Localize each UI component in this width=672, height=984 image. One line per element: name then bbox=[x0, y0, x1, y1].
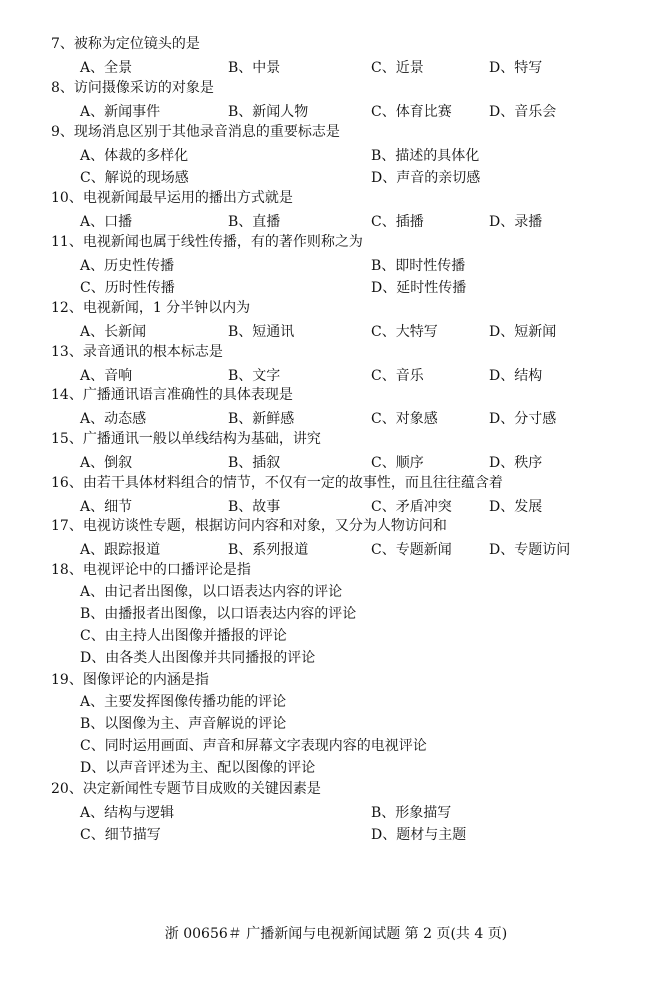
option-b: B、形象描写 bbox=[371, 805, 452, 821]
option-c: C、体育比赛 bbox=[371, 104, 452, 120]
option-a: A、主要发挥图像传播功能的评论 bbox=[80, 694, 287, 710]
option-b: B、即时性传播 bbox=[371, 258, 466, 274]
option-b: B、描述的具体化 bbox=[371, 148, 480, 164]
option-c: C、同时运用画面、声音和屏幕文字表现内容的电视评论 bbox=[80, 738, 427, 754]
question-stem: 7、被称为定位镜头的是 bbox=[51, 36, 200, 52]
option-c: C、专题新闻 bbox=[371, 542, 452, 558]
option-b: B、插叙 bbox=[228, 455, 281, 471]
option-b: B、文字 bbox=[228, 368, 281, 384]
option-d: D、分寸感 bbox=[489, 411, 557, 427]
question-stem: 19、图像评论的内涵是指 bbox=[51, 672, 209, 688]
option-b: B、短通讯 bbox=[228, 324, 295, 340]
page-footer: 浙 00656＃ 广播新闻与电视新闻试题 第 2 页(共 4 页) bbox=[164, 926, 508, 942]
option-a: A、体裁的多样化 bbox=[80, 148, 189, 164]
option-b: B、新闻人物 bbox=[228, 104, 309, 120]
option-d: D、声音的亲切感 bbox=[371, 170, 481, 186]
option-d: D、录播 bbox=[489, 214, 543, 230]
option-a: A、新闻事件 bbox=[80, 104, 161, 120]
question-stem: 16、由若干具体材料组合的情节，不仅有一定的故事性，而且往往蕴含着 bbox=[51, 475, 503, 491]
option-d: D、由各类人出图像并共同播报的评论 bbox=[80, 650, 316, 666]
option-b: B、直播 bbox=[228, 214, 281, 230]
option-b: B、以图像为主、声音解说的评论 bbox=[80, 716, 287, 732]
option-a: A、全景 bbox=[80, 60, 133, 76]
option-d: D、发展 bbox=[489, 499, 543, 515]
option-b: B、中景 bbox=[228, 60, 281, 76]
option-c: C、近景 bbox=[371, 60, 424, 76]
option-a: A、跟踪报道 bbox=[80, 542, 161, 558]
question-stem: 17、电视访谈性专题，根据访问内容和对象，又分为人物访问和 bbox=[51, 518, 447, 534]
option-b: B、故事 bbox=[228, 499, 281, 515]
option-c: C、音乐 bbox=[371, 368, 424, 384]
option-a: A、由记者出图像，以口语表达内容的评论 bbox=[80, 584, 343, 600]
option-c: C、对象感 bbox=[371, 411, 438, 427]
option-d: D、延时性传播 bbox=[371, 280, 467, 296]
option-d: D、以声音评述为主、配以图像的评论 bbox=[80, 760, 316, 776]
question-stem: 14、广播通讯语言准确性的具体表现是 bbox=[51, 387, 293, 403]
option-d: D、题材与主题 bbox=[371, 827, 467, 843]
option-d: D、音乐会 bbox=[489, 104, 557, 120]
option-a: A、细节 bbox=[80, 499, 133, 515]
question-stem: 15、广播通讯一般以单线结构为基础，讲究 bbox=[51, 431, 321, 447]
option-c: C、矛盾冲突 bbox=[371, 499, 452, 515]
option-a: A、口播 bbox=[80, 214, 133, 230]
option-c: C、历时性传播 bbox=[80, 280, 175, 296]
question-stem: 18、电视评论中的口播评论是指 bbox=[51, 562, 251, 578]
question-stem: 8、访问摄像采访的对象是 bbox=[51, 80, 214, 96]
option-d: D、短新闻 bbox=[489, 324, 557, 340]
question-stem: 10、电视新闻最早运用的播出方式就是 bbox=[51, 190, 293, 206]
option-d: D、特写 bbox=[489, 60, 543, 76]
option-c: C、插播 bbox=[371, 214, 424, 230]
question-stem: 13、录音通讯的根本标志是 bbox=[51, 344, 223, 360]
option-a: A、动态感 bbox=[80, 411, 147, 427]
option-c: C、细节描写 bbox=[80, 827, 161, 843]
option-a: A、音响 bbox=[80, 368, 133, 384]
option-d: D、秩序 bbox=[489, 455, 543, 471]
option-a: A、倒叙 bbox=[80, 455, 133, 471]
option-c: C、大特写 bbox=[371, 324, 438, 340]
option-b: B、新鲜感 bbox=[228, 411, 295, 427]
option-d: D、结构 bbox=[489, 368, 543, 384]
option-c: C、解说的现场感 bbox=[80, 170, 189, 186]
option-c: C、顺序 bbox=[371, 455, 424, 471]
option-b: B、系列报道 bbox=[228, 542, 309, 558]
option-c: C、由主持人出图像并播报的评论 bbox=[80, 628, 287, 644]
option-a: A、长新闻 bbox=[80, 324, 147, 340]
option-b: B、由播报者出图像，以口语表达内容的评论 bbox=[80, 606, 357, 622]
option-a: A、历史性传播 bbox=[80, 258, 175, 274]
question-stem: 9、现场消息区别于其他录音消息的重要标志是 bbox=[51, 124, 340, 140]
option-d: D、专题访问 bbox=[489, 542, 571, 558]
question-stem: 12、电视新闻，1 分半钟以内为 bbox=[51, 300, 251, 316]
question-stem: 11、电视新闻也属于线性传播，有的著作则称之为 bbox=[51, 234, 363, 250]
question-stem: 20、决定新闻性专题节目成败的关键因素是 bbox=[51, 781, 321, 797]
option-a: A、结构与逻辑 bbox=[80, 805, 175, 821]
